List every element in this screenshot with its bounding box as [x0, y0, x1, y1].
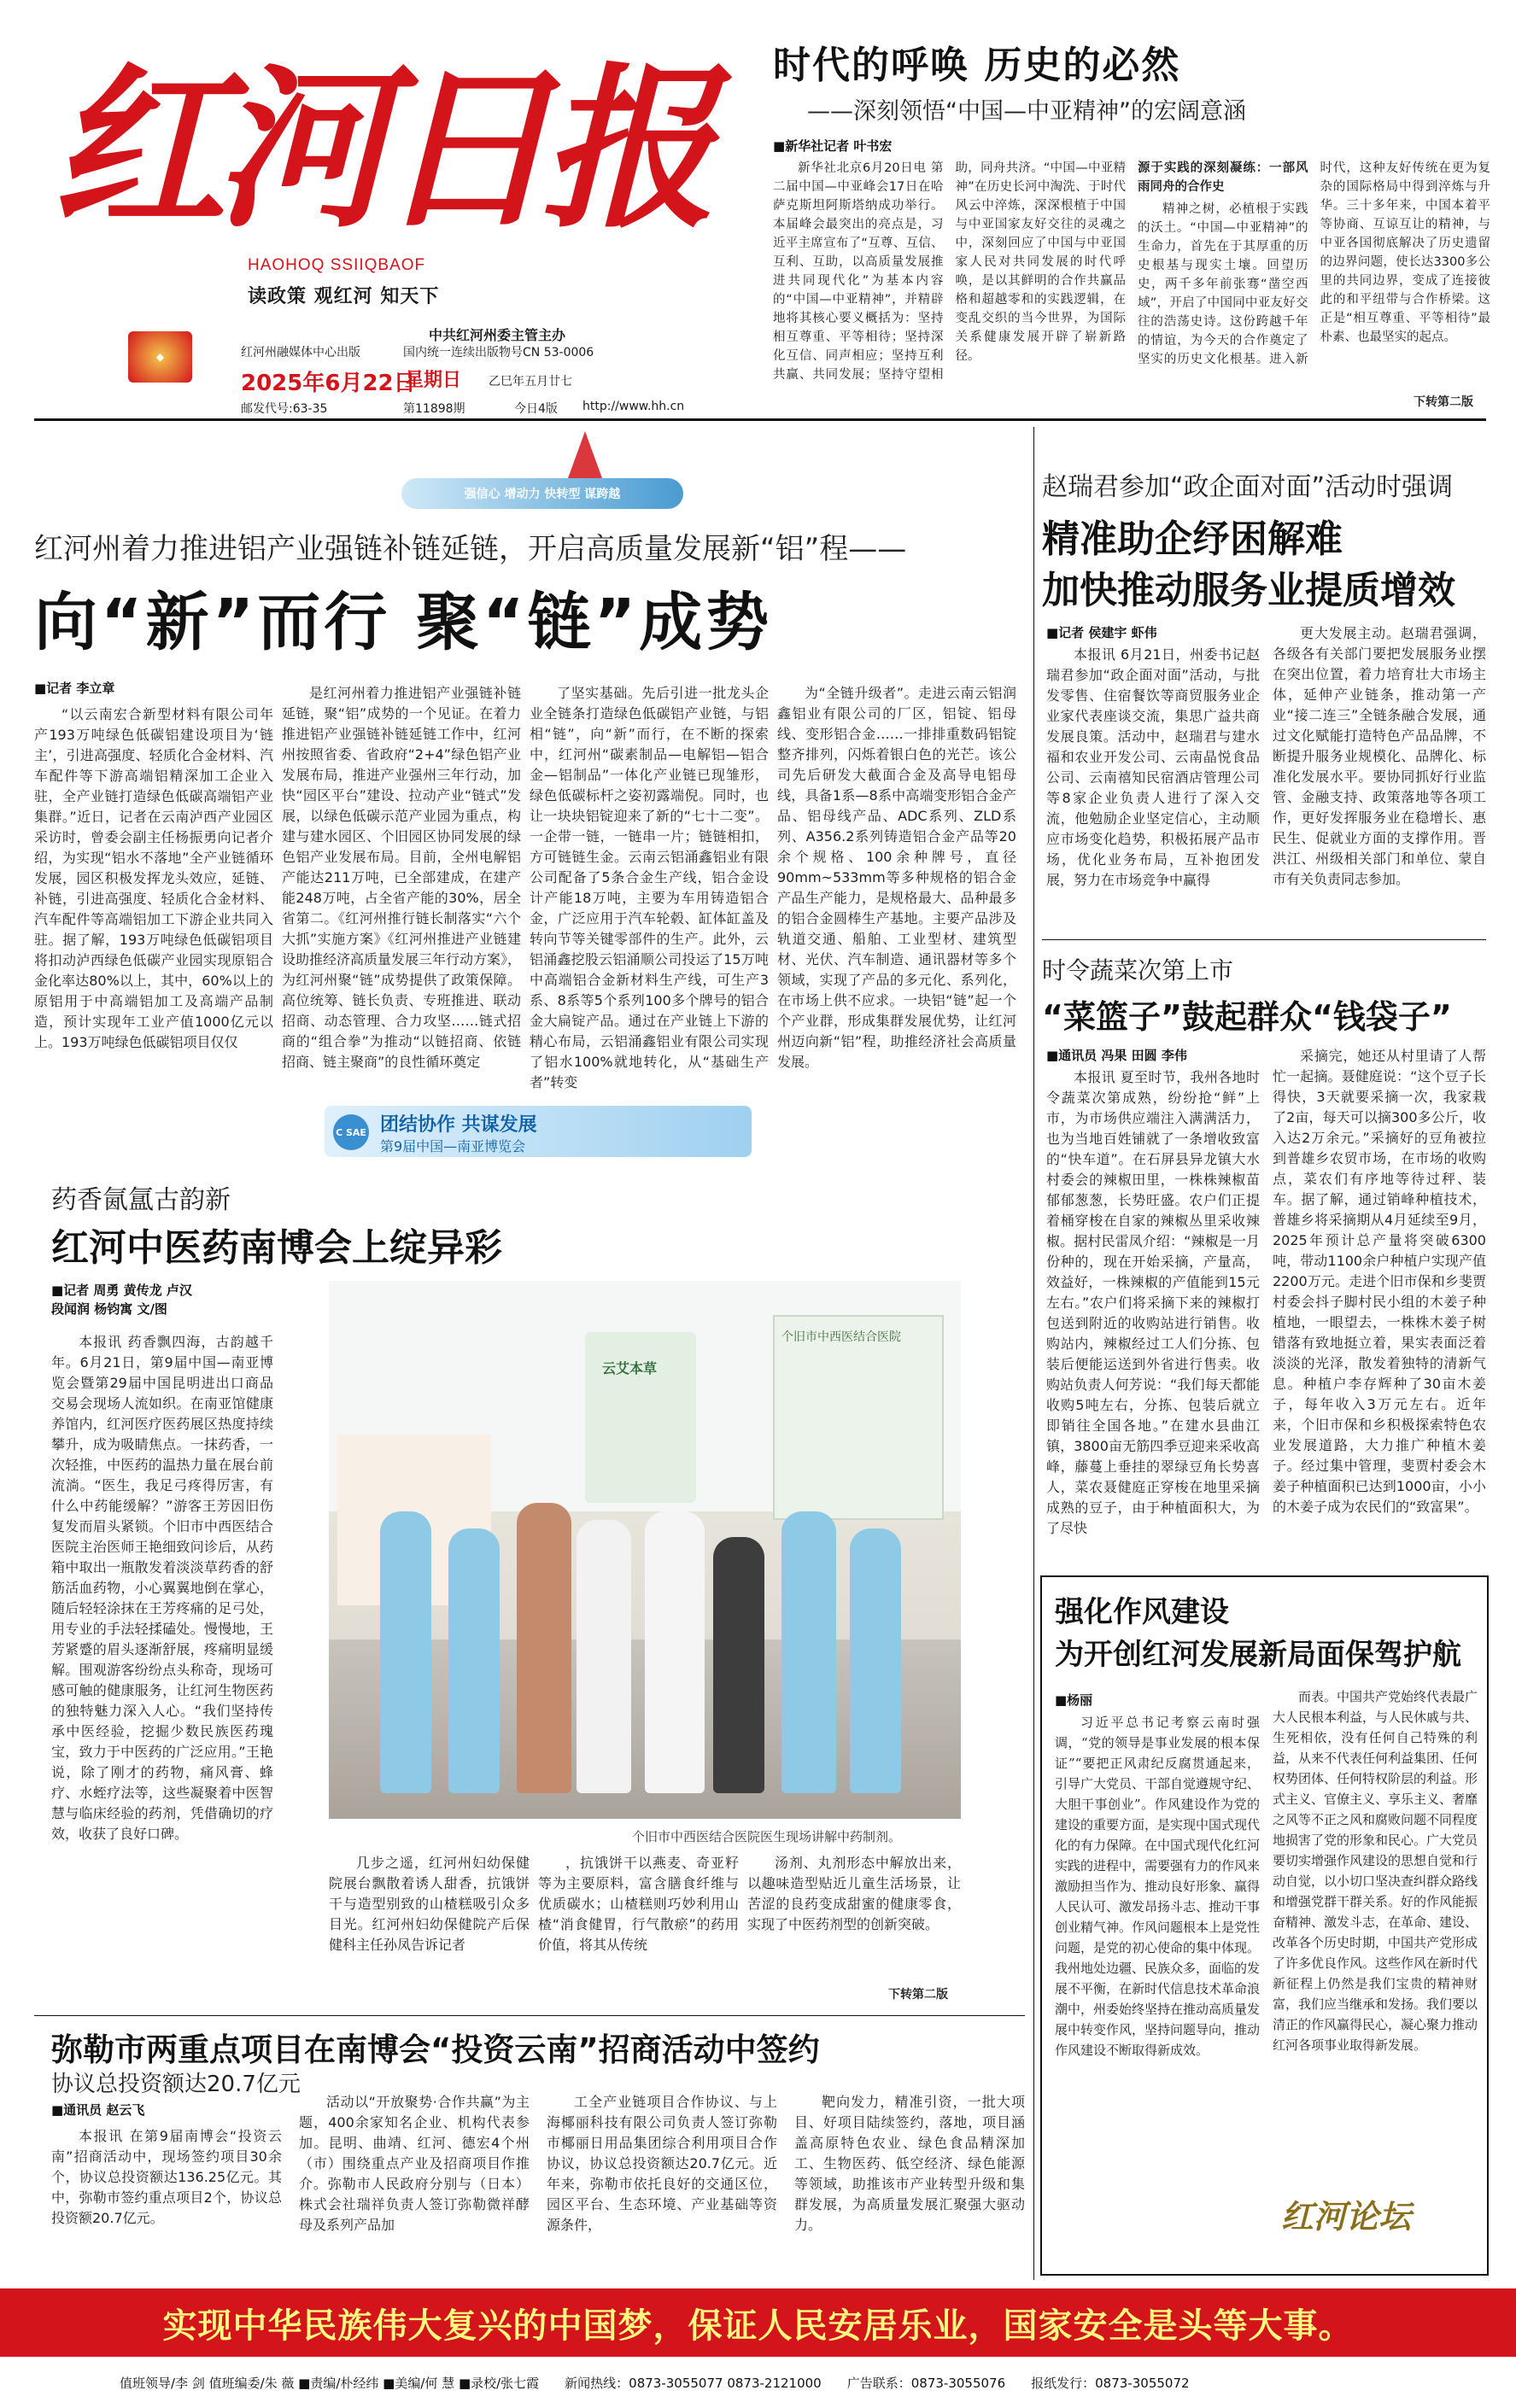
booth-brand-text: 云艾本草 [602, 1360, 658, 1376]
person-4 [577, 1520, 631, 1793]
footer-hotline: 新闻热线：0873-3055077 0873-2121000 [565, 2375, 822, 2391]
veg-kicker: 时令蔬菜次第上市 [1042, 956, 1234, 985]
tcm-col-1: 本报讯 药香飘四海，古韵越千年。6月21日，第9届中国—南亚博览会暨第29届中国昆明进出口商品交易会现场人流如织。在南亚馆健康养馆内，红河医疗医药展区热度持续攀升，成为吸睛焦点。一抹药香，一次轻推，中医药的温热力量在展台前流淌。“医生，我足弓疼得厉害，有什么中药能缓解？”游客王芳因旧伤复发而眉头紧锁。个旧市中西医结合医院主治医师王艳细致问诊后，从药箱中取出一瓶散发着淡淡草药香的舒筋活血药物，小心翼翼地倒在掌心，随后轻轻涂抹在王芳疼痛的足弓处，用专业的手法轻揉磕处。慢慢地，王芳紧蹙的眉头逐渐舒展，疼痛明显缓解。围观游客纷纷点头称奇，现场可感可触的健康服务，让红河生物医药的独特魅力深入人心。“我们坚持传承中医经验，挖掘少数民族医药瑰宝，致力于中医药的广泛应用。”王艳说，除了刚才的药物，痛风膏、蜂疗、水蛭疗法等，这些凝聚着中医智慧与临床经验的药剂，凭借确切的疗效，收获了良好口碑。 [51, 1334, 273, 1842]
feature-title: 向“新”而行 聚“链”成势 [34, 586, 773, 659]
mile-col-4: 靶向发力，精准引资，一批大项目、好项目陆续签约，落地，项目涵盖高原特色农业、绿色食品精深加工、生物医药、低空经济、绿色能源等领域，助推该市产业转型升级和集群发展，为高质量发展汇聚强大驱动力。 [794, 2094, 1025, 2233]
veg-col-1: 本报讯 夏至时节，我州各地时令蔬菜次第成熟，纷纷抢“鲜”上市，为市场供应端注入满满活力，也为当地百姓铺就了一条增收致富的“快车道”。在石屏县异龙镇大水村委会的辣椒田里，一株株辣椒苗郁郁葱葱，长势旺盛。农户们正提着桶穿梭在自家的辣椒丛里采收辣椒。据村民雷凤介绍：“辣椒是一月份种的，现在开始采摘，产量高，效益好，一株辣椒的产值能到15元左右。”农户们将采摘下来的辣椒打包送到附近的收购站进行销售。收购站内，辣椒经过工人们分拣、包装后便能运送到外省进行售卖。收购站负责人何芳说：“我们每天都能收购5吨左右，分拣、包装后就立即销往全国各地。”在建水县曲江镇，3800亩无筋四季豆迎来采收高峰，藤蔓上垂挂的翠绿豆角长势喜人，菜农聂健庭正穿梭在地里采摘成熟的豆子，由于种植面积大，为了尽快 [1046, 1069, 1260, 1536]
booth-sign [773, 1315, 944, 1520]
feature-byline: ■记者 李立章 [34, 681, 115, 696]
emblem-icon: ◆ [128, 331, 192, 383]
masthead-pages: 今日4版 [514, 402, 558, 416]
zhao-col-1: 本报讯 6月21日，州委书记赵瑞君参加“政企面对面”活动，与批发零售、住宿餐饮等商贸服务业企业家代表座谈交流，集思广益共商发展良策。活动中，赵瑞君与建水福和农业开发公司、云南晶悦食品公司、云南禧知民宿酒店管理公司等8家企业负责人进行了深入交流，他勉励企业坚定信心，主动顺应市场变化趋势，积极拓展产品市场，优化业务布局，互补抱团发展，努力在市场竞争中赢得 [1046, 646, 1260, 888]
mile-col-2: 活动以“开放聚势·合作共赢”为主题，400余家知名企业、机构代表参加。昆明、曲靖、红河、德宏4个州（市）围绕重点产业及招商项目作推介。弥勒市人民政府分别与（日本）株式会社瑞祥负责人签订弥勒微祥酵母及系列产品加 [299, 2094, 530, 2233]
right-divider [1033, 427, 1034, 2280]
zhao-byline: ■记者 侯建宇 虾伟 [1046, 625, 1157, 640]
bottom-banner: 实现中华民族伟大复兴的中国梦，保证人民安居乐业，国家安全是头等大事。 [0, 2288, 1516, 2357]
zhao-col-2: 更大发展主动。赵瑞君强调，各级各有关部门要把发展服务业摆在突出位置，着力培育壮大市场主体，延伸产业链条，推动第一产业“接二连三”全链条融合发展，通过文化赋能打造特色产品品牌，不断提升服务业规模化、品牌化、标准化发展水平。要协同抓好行业监管、金融支持、政策落地等各项工作，更好发挥服务业在稳增长、惠民生、促就业方面的支撑作用。晋洪江、州级相关部门和单位、蒙自市有关负责同志参加。 [1273, 625, 1486, 887]
commentary-title-1: 强化作风建设 [1055, 1595, 1229, 1629]
tcm-byline: ■记者 周勇 黄传龙 卢汉 段闻润 杨钧寓 文/图 [51, 1283, 192, 1317]
feature-col-3: 了坚实基础。先后引进一批龙头企业全链条打造绿色低碳铝产业链，与铝相“链”，向“新”而行，在不断的探索中，红河州“碳素制品—电解铝—铝合金—铝制品”一体化产业链已现雏形，绿色低碳标杆之姿初露端倪。同时，也让一块块铝锭迎来了新的“七十二变”。一企带一链，一链串一片；链链相扣，方可链链生金。云南云铝涌鑫铝业有限公司配备了5条合金生产线，铝合金设计产能18万吨，主要为车用铸造铝合金，广泛应用于汽车轮毂、缸体缸盖及转向节等关键零部件的生产。此外，云铝涌鑫挖股云铝涌顺公司投运了15万吨中高端铝合金新材料生产线，可生产3系、8系等5个系列100多个牌号的铝合金大扁锭产品。通过在产业链上下游的精心布局，云铝涌鑫铝业有限公司实现了铝水100%就地转化，从“基础生产者”转变 [530, 685, 769, 1090]
person-1 [380, 1511, 431, 1793]
lead-continued: 下转第二版 [1414, 395, 1473, 409]
tcm-col-c: 汤剂、丸剂形态中解放出来，以趣味造型贴近儿童生活场景，让苦涩的良药变成甜蜜的健康零食，实现了中医药剂型的创新突破。 [747, 1855, 961, 1932]
person-3 [517, 1503, 571, 1793]
mile-byline: ■通讯员 赵云飞 [51, 2102, 145, 2118]
zhao-kicker: 赵瑞君参加“政企面对面”活动时强调 [1042, 472, 1454, 502]
mile-title: 弥勒市两重点项目在南博会“投资云南”招商活动中签约 [51, 2031, 820, 2068]
tcm-photo-caption: 个旧市中西医结合医院医生现场讲解中药制剂。 [632, 1829, 902, 1844]
commentary-logo: 红河论坛 [1281, 2198, 1412, 2236]
commentary-col-2: 而表。中国共产党始终代表最广大人民根本利益，与人民休戚与共、生死相依，没有任何自己特殊的利益，从来不代表任何利益集团、任何权势团体、任何特权阶层的利益。形式主义、官僚主义、享乐主义、奢靡之风等不正之风和腐败问题不同程度地损害了党的形象和民心。广大党员要切实增强作风建设的思想自觉和行动自觉，以小切口坚决查纠群众路线和增强党群干群关系。好的作风能振奋精神、激发斗志，在革命、建设、改革各个历史时期，中国共产党形成了许多优良作风。这些作风在新时代新征程上仍然是我们宝贵的精神财富，我们应当继承和发扬。我们要以清正的作风赢得民心，凝心聚力推动红河各项事业取得新发展。 [1273, 1689, 1478, 2053]
masthead-weekday: 星期日 [405, 370, 462, 391]
feature-col-2: 是红河州着力推进铝产业强链补链延链，聚“铝”成势的一个见证。在着力推进铝产业强链补链延链工作中，红河州按照省委、省政府“2+4”绿色铝产业发展布局，推进产业强州三年行动，加快“园区平台”建设、拉动产业“链式”发展，以绿色低碳示范产业园为重点，构建与建水园区、个旧园区协同发展的绿色铝产业发展布局。目前，全州电解铝产能达211万吨，已全部建成，在建产能248万吨，占全省产能的30%，居全省第二。《红河州推行链长制落实“六个大抓”实施方案》《红河州推进产业链建设助推经济高质量发展三年行动方案》，为红河州聚“链”成势提供了政策保障。高位统筹、链长负责、专班推进、联动招商、动态管理、合力攻坚……链式招商的“组合拳”为推动“以链招商、依链招商、链主聚商”的良性循环奠定 [282, 685, 522, 1070]
veg-col-2: 采摘完，她还从村里请了人帮忙一起摘。聂健庭说：“这个豆子长得快，3天就要采摘一次，我家栽了2亩，每天可以摘300多公斤，收入达2万余元。”采摘好的豆角被拉到普雄乡农贸市场，在市场的收购点，菜农们有序地等待过秤、装车。据了解，通过销峰种植技术，普雄乡将采摘期从4月延续至9月，2025年预计总产量将突破6300吨，带动1100余户种植户实现产值2200万元。走进个旧市保和乡斐贾村委会抖子脚村民小组的木姜子种植地，一眼望去，一株株木姜子树错落有致地挺立着，果实表面泛着淡淡的光泽，散发着独特的清新气息。种植户李存辉种了30亩木姜子，每年收入3万元左右。近年来，个旧市保和乡积极探索特色农业发展道路，大力推广种植木姜子。经过集中管理，斐贾村委会木姜子种植面积已达到1000亩，小小的木姜子成为农民们的“致富果”。 [1273, 1048, 1486, 1515]
arrow-up-icon [568, 431, 602, 478]
lead-title: 时代的呼唤 历史的必然 [773, 44, 1181, 87]
person-6 [713, 1537, 764, 1793]
masthead-issue: 第11898期 [403, 402, 465, 416]
tcm-col-a: 几步之遥，红河州妇幼保健院展台飘散着诱人甜香，抗饿饼干与造型别致的山楂糕吸引众多目光。红河州妇幼保健院产后保健科主任孙凤告诉记者 [329, 1855, 530, 1953]
tcm-title: 红河中医药南博会上绽异彩 [51, 1226, 502, 1270]
mile-col-3: 工全产业链项目合作协议、与上海椰丽科技有限公司负责人签订弥勒市椰丽日用品集团综合利用项目合作协议，协议总投资额达20.7亿元。近年来，弥勒市依托良好的交通区位，园区平台、生态环境、产业基础等资源条件， [547, 2094, 777, 2233]
commentary-title-2: 为开创红河发展新局面保驾护航 [1055, 1638, 1461, 1672]
footer-subscribe: 报纸发行：0873-3055072 [1031, 2375, 1190, 2391]
tcm-continued: 下转第二版 [888, 1988, 948, 2002]
top-rule [34, 418, 1486, 421]
tcm-photo [329, 1281, 961, 1819]
feature-col-1: “以云南宏合新型材料有限公司年产193万吨绿色低碳铝建设项目为‘链主’，引进高强度、轻质化合金材料、汽车配件等下游高端铝精深加工企业入驻，全产业链打造绿色低碳高端铝产业集群。”近日，记者在云南泸西产业园区采访时，曾委会副主任杨振勇向记者介绍，为实现“铝水不落地”全产业链循环发展，园区积极发挥龙头效应，延链、补链，引进高强度、轻质化合金材料、汽车配件等高端铝加工下游企业共同入驻。据了解，193万吨绿色低碳铝项目将扣动泸西绿色低碳产业园实现原铝合金化率达80%以上，其中，60%以上的原铝用于中高端铝加工及高端产品制造，预计实现年工业产值1000亿元以上。193万吨绿色低碳铝项目仅仅 [34, 706, 273, 1050]
veg-title: “菜篮子”鼓起群众“钱袋子” [1042, 998, 1452, 1036]
masthead-center: 红河州融媒体中心出版 [241, 346, 360, 359]
mile-rule [34, 2015, 1025, 2016]
footer-editors: 值班领导/李 剑 值班编委/朱 薇 ■责编/朴经纬 ■美编/何 慧 ■录校/张七霞 [120, 2375, 540, 2391]
commentary-byline: ■杨丽 [1055, 1692, 1093, 1708]
masthead-logo: 红河日报 [51, 47, 704, 252]
feature-ribbon: 强信心 增动力 快转型 谋跨越 [401, 478, 683, 509]
person-2 [448, 1528, 500, 1793]
masthead-sponsor: 中共红河州委主管主办 [428, 327, 565, 343]
person-7 [781, 1511, 836, 1793]
commentary-col-1: 习近平总书记考察云南时强调，“党的领导是事业发展的根本保证”“要把正风肃纪反腐贯通起来，引导广大党员、干部自觉遵规守纪、大胆干事创业”。作风建设作为党的建设的重要方面，是实现中国式现代化的有力保障。在中国式现代化红河实践的进程中，需要强有力的作风来激励担当作为、推动良好形象、赢得人民认可、激发昂扬斗志、推动干事创业精气神。作风问题根本上是党性问题，是党的初心使命的集中体现。我州地处边疆、民族众多，面临的发展不平衡，在新时代信息技术革命浪潮中，州委始终坚持在推动高质量发展中转变作风，坚持问题导向，推动作风建设不断取得新成效。 [1055, 1715, 1261, 2058]
expo-logo-icon: C SAE [333, 1114, 369, 1150]
lead-body: 新华社北京6月20日电 第二届中国—中亚峰会17日在哈萨克斯坦阿斯塔纳成功举行。本届峰会最突出的亮点是，习近平主席宣布了“互尊、互信、互利、互助，以高质量发展推进共同现代化”为基本内容的“中国—中亚精神”，并精辟地将其核心要义概括为：坚持相互尊重、平等相待；坚持深化互信、同声相应；坚持互利共赢、共同发展；坚持守望相助，同舟共济。“中国—中亚精神”在历史长河中淘洗、于时代风云中淬炼，深深根植于中国与中亚国家友好交往的灵魂之中，深刻回应了中国与中亚国家人民对共同发展的时代呼唤，是以其鲜明的合作共赢品格和超越零和的实践逻辑，在变乱交织的当今世界，为国际关系健康发展开辟了崭新路径。 源于实践的深刻凝练：一部风雨同舟的合作史 精神之树，必植根于实践的沃土。“中国—中亚精神”的生命力，首先在于其厚重的历史根基与现实土壤。回望历史，两千多年前张骞“凿空西域”，开启了中国同中亚友好交往的浩荡史诗。这份跨越千年的情谊，为今天的合作奠定了坚实的历史文化根基。进入新时代，这种友好传统在更为复杂的国际格局中得到淬炼与升华。三十多年来，中国本着平等协商、互谅互让的精神，与中亚各国彻底解决了历史遗留的边界问题，使长达3300多公里的共同边界，变成了连接彼此的和平纽带与合作桥梁。这正是“相互尊重、平等相待”最朴素、也最坚实的起点。 [773, 161, 1490, 382]
veg-rule [1042, 939, 1486, 940]
expo-subtitle: 第9届中国—南亚博览会 [380, 1138, 526, 1154]
feature-kicker: 红河州着力推进铝产业强链补链延链，开启高质量发展新“铝”程—— [34, 532, 907, 566]
lead-byline: ■新华社记者 叶书宏 [773, 138, 893, 154]
masthead-lunar: 乙巳年五月廿七 [489, 375, 572, 389]
zhao-title-2: 加快推动服务业提质增效 [1042, 569, 1455, 612]
feature-col-4: 为“全链升级者”。走进云南云铝润鑫铝业有限公司的厂区，铝锭、铝母线、变形铝合金……一排排重数码铝锭整齐排列，闪烁着银白色的光芒。该公司先后研发大截面合金及高导电铝母线，具备1系—8系中高端变形铝合金产品、铝母线产品、ADC系列、ZLD系列、A356.2系列铸造铝合金产品等20余个规格、100余种牌号，直径90mm~533mm等多种规格的铝合金产品生产能力，是规格最大、品种最多的铝合金圆棒生产基地。主要产品涉及轨道交通、船舶、工业型材、建筑型材、光伏、汽车制造、通讯器材等多个领域，实现了产品的多元化、系列化，在市场上供不应求。一块铝“链”起一个个产业群，形成集群发展优势，让红河州迈向新“铝”程，助推经济社会高质量发展。 [777, 685, 1016, 1070]
masthead-pinyin: HAOHOQ SSIIQBAOF [248, 256, 426, 274]
person-5 [645, 1511, 705, 1793]
booth-sign-text: 个旧市中西医结合医院 [781, 1330, 901, 1344]
tcm-kicker: 药香氤氲古韵新 [51, 1185, 231, 1215]
masthead-cn-number: 国内统一连续出版物号CN 53-0006 [403, 346, 594, 359]
zhao-title-1: 精准助企纾困解难 [1042, 517, 1343, 561]
tcm-col-b: ，抗饿饼干以燕麦、奇亚籽等为主要原料，富含膳食纤维与优质碳水；山楂糕则巧妙利用山楂“消食健胃，行气散瘀”的药用价值，将其从传统 [538, 1855, 739, 1953]
footer [0, 2365, 1516, 2399]
mile-col-1: 本报讯 在第9届南博会“投资云南”招商活动中，现场签约项目30余个，协议总投资额达136.25亿元。其中，弥勒市签约重点项目2个，协议总投资额20.7亿元。 [51, 2128, 282, 2226]
expo-title: 团结协作 共谋发展 [380, 1114, 537, 1136]
masthead-slogan: 读政策 观红河 知天下 [248, 286, 440, 307]
masthead-website[interactable]: http://www.hh.cn [582, 400, 685, 413]
masthead-date: 2025年6月22日 [241, 371, 416, 396]
person-8 [850, 1528, 901, 1793]
veg-byline: ■通讯员 冯果 田圆 李伟 [1046, 1048, 1187, 1063]
mile-subtitle: 协议总投资额达20.7亿元 [51, 2072, 301, 2097]
footer-ads: 广告联系：0873-3055076 [846, 2375, 1006, 2391]
lead-subtitle: ——深刻领悟“中国—中亚精神”的宏阔意涵 [807, 98, 1246, 125]
masthead-postcode: 邮发代号:63-35 [241, 402, 328, 416]
